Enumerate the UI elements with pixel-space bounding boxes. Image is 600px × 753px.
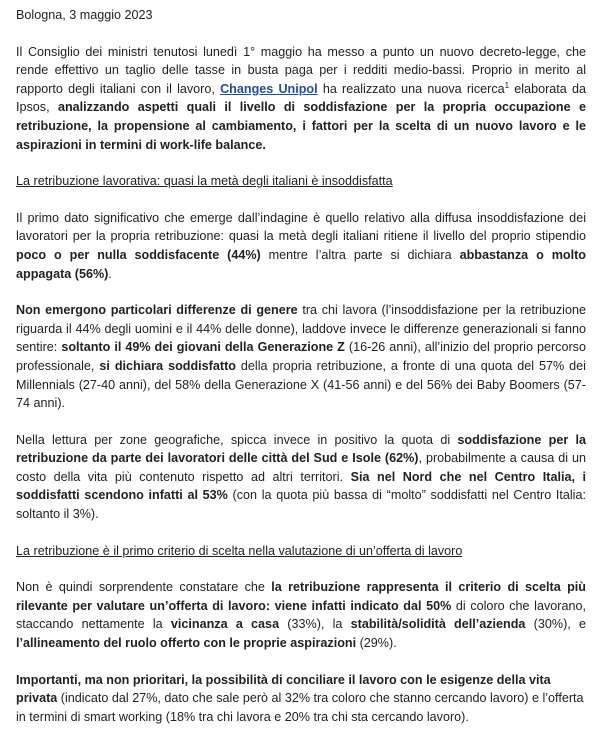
section-heading-criterio-scelta: La retribuzione è il primo criterio di scelta nella valutazione di un’offerta di lavoro [16, 543, 463, 558]
s2p1-text-2: di coloro che lavorano, staccando nettamente la [16, 598, 586, 632]
s2p2-text-1: (indicato dal 27%, dato che sale però al 32% tra coloro che stanno cercando lavoro) e l’offerta in termini di smart working (18% tra chi lavora e 20% tra chi sta cercando lavoro). [16, 691, 584, 724]
s2p1-text-1: Non è quindi sorprendente constatare che [16, 580, 272, 595]
s1p2-text-2: (16-26 anni), all’inizio del proprio percorso professionale, [16, 340, 586, 373]
intro-bold-1: analizzando aspetti quali il livello di soddisfazione per la propria occupazione e retribuzione, la propensione al cambiamento, i fattori per la scelta di un nuovo lavoro e le aspirazioni in termini di work-life balance. [16, 100, 586, 152]
s1p2-text-1: tra chi lavora (l’insoddisfazione per la retribuzione riguarda il 44% degli uomini e il 44% delle donne), laddove invece le differenze generazionali si fanno sentire: [16, 303, 586, 355]
s2p2-bold-1: Importanti, ma non prioritari, la possibilità di conciliare il lavoro con le esigenze della vita privata [16, 672, 551, 706]
s2p1-bold-4: l’allineamento del ruolo offerto con le proprie aspirazioni [16, 636, 357, 651]
s1p3-text-2: , probabilmente a causa di un costo della vita più contenuto rispetto ad altri territori. [16, 451, 586, 484]
s1p3-text-3: (con la quota più bassa di “molto” soddisfatti nel Centro Italia: soltanto il 3%). [16, 488, 586, 522]
intro-text-1: Il Consiglio dei ministri tenutosi lunedì 1° maggio ha messo a punto un nuovo decreto-legge, che rende effettivo un taglio delle tasse in busta paga per i redditi medio-bassi. Proprio in merito al rapporto degli italiani con il lavoro, [16, 44, 586, 96]
s1p1-text-3: . [108, 266, 112, 281]
s1p1-text-1: Il primo dato significativo che emerge dall’indagine è quello relativo alla diffusa insoddisfazione dei lavoratori per la propria retribuzione: quasi la metà degli italiani ritiene il livello del proprio stipendio [16, 210, 586, 244]
paragraph-zone-geografiche [16, 431, 586, 524]
date-line: Bologna, 3 maggio 2023 [16, 8, 153, 22]
s1p3-bold-2: Sia nel Nord che nel Centro Italia, i soddisfatti scendono infatti al 53% [16, 469, 586, 503]
s1p2-bold-3: si dichiara soddisfatto [99, 358, 236, 373]
section-heading-retribuzione: La retribuzione lavorativa: quasi la metà degli italiani è insoddisfatta [16, 174, 393, 189]
paragraph-criterio-scelta [16, 578, 586, 652]
paragraph-differenze-genere [16, 301, 586, 413]
s1p2-bold-1: Non emergono particolari differenze di genere [16, 303, 298, 318]
footnote-marker[interactable]: 1 [504, 80, 510, 90]
s1p1-bold-2: abbastanza o molto appagata (56%) [16, 247, 586, 281]
s2p1-text-5: (29%). [356, 636, 397, 651]
paragraph-insoddisfazione [16, 209, 586, 283]
s1p1-text-2: mentre l’altra parte si dichiara [260, 247, 460, 262]
s2p1-text-3: (33%), la [279, 617, 351, 632]
paragraph-work-life [16, 671, 586, 727]
s1p3-text-1: Nella lettura per zone geografiche, spicca invece in positivo la quota di [16, 432, 458, 447]
s2p1-bold-3: stabilità/solidità dell’azienda [350, 617, 526, 632]
s1p2-bold-2: soltanto il 49% dei giovani della Generazione Z [61, 340, 345, 355]
changes-unipol-link[interactable]: Changes Unipol [220, 81, 318, 96]
s1p2-text-3: della propria retribuzione, a fronte di una quota del 57% dei Millennials (27-40 anni), del 58% della Generazione X (41-56 anni) e del 56% dei Baby Boomers (57-74 anni). [16, 358, 586, 411]
intro-paragraph [16, 43, 586, 155]
s1p1-bold-1: poco o per nulla soddisfacente (44%) [16, 247, 261, 262]
s2p1-bold-2: vicinanza a casa [170, 617, 280, 632]
intro-text-2: ha realizzato una nuova ricerca [317, 81, 505, 96]
s2p1-text-4: (30%), e [525, 617, 586, 632]
s2p1-bold-1: la retribuzione rappresenta il criterio di scelta più rilevante per valutare un’offerta di lavoro: viene infatti indicato dal 50% [16, 580, 586, 613]
s1p3-bold-1: soddisfazione per la retribuzione da parte dei lavoratori delle città del Sud e Isole (62%) [16, 432, 586, 466]
intro-text-3: elaborata da Ipsos, [16, 81, 587, 115]
